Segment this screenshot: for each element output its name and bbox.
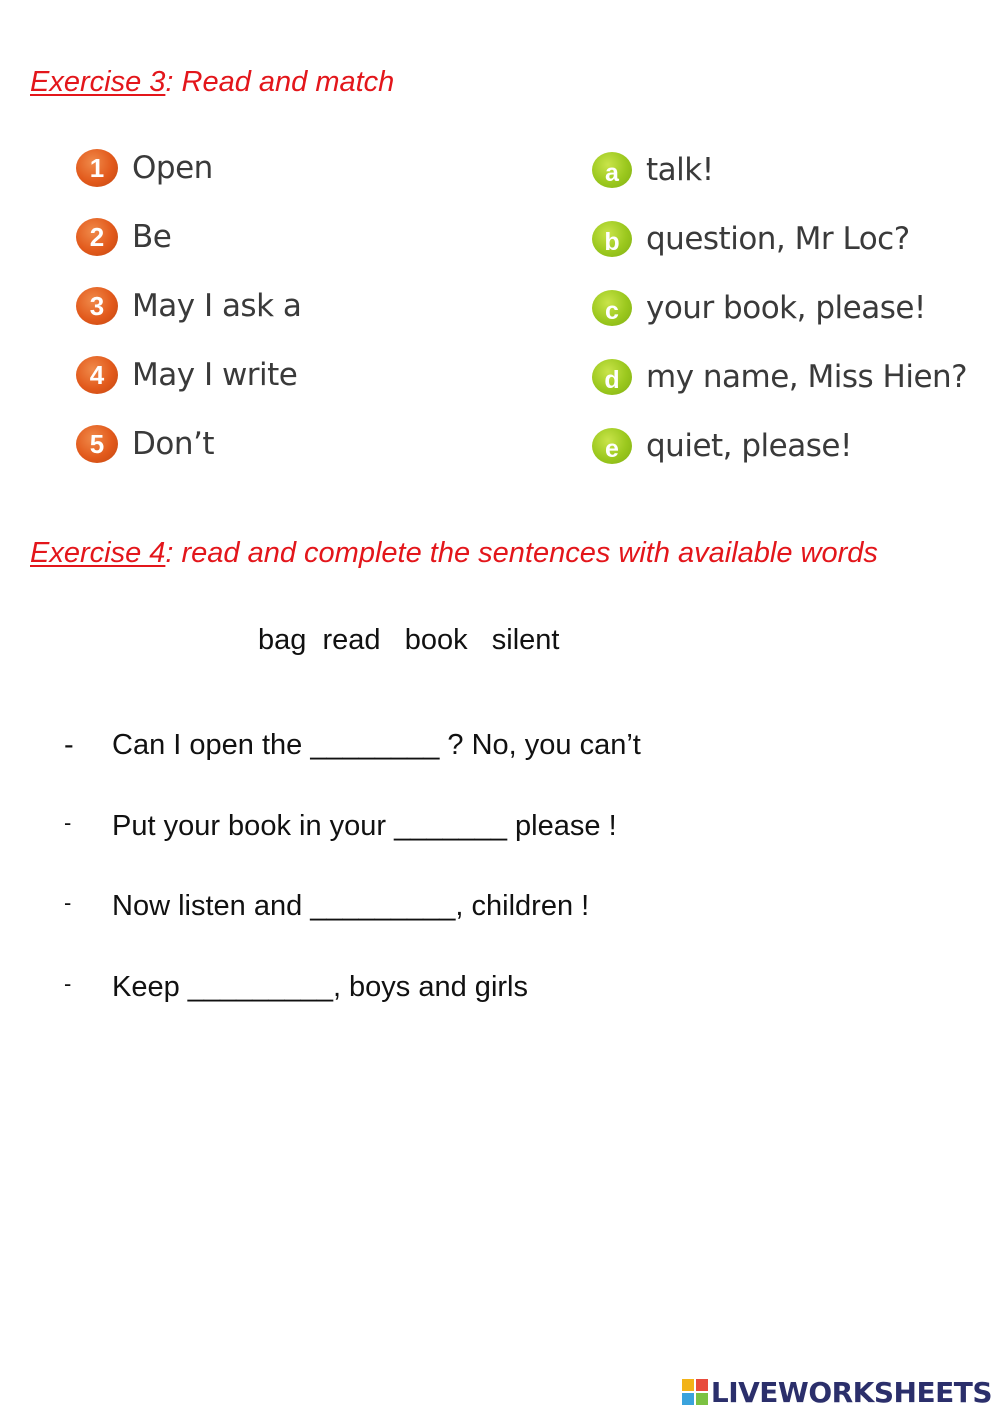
sentence-text: Can I open the ________ ? No, you can’t	[112, 729, 641, 761]
sentence-4	[64, 971, 528, 1070]
bullet-dash: -	[64, 890, 72, 915]
letter-badge-c: c	[592, 290, 632, 326]
match-right-item-b	[592, 219, 910, 259]
match-left-item-2	[76, 217, 171, 257]
letter-badge-b: b	[592, 221, 632, 257]
match-left-text: May I write	[132, 357, 298, 393]
logo-square	[696, 1379, 708, 1391]
match-left-item-4	[76, 355, 297, 395]
match-left-item-1	[76, 148, 213, 188]
number-badge-3: 3	[76, 287, 118, 325]
match-left-text: May I ask a	[132, 288, 302, 324]
letter-badge-a: a	[592, 152, 632, 188]
match-right-text: question, Mr Loc?	[646, 221, 910, 257]
logo-wordmark: LIVEWORKSHEETS	[710, 1375, 992, 1409]
logo-square	[682, 1393, 694, 1405]
number-badge-4: 4	[76, 356, 118, 394]
logo-icon	[682, 1379, 708, 1405]
logo-square	[696, 1393, 708, 1405]
match-left-item-3	[76, 286, 301, 326]
match-right-text: my name, Miss Hien?	[646, 359, 968, 395]
exercise-3-heading	[30, 66, 394, 99]
match-right-item-e	[592, 426, 852, 466]
match-left-text: Be	[132, 219, 172, 255]
liveworksheets-logo	[682, 1374, 992, 1410]
match-left-text: Don’t	[132, 426, 214, 462]
number-badge-5: 5	[76, 425, 118, 463]
letter-badge-e: e	[592, 428, 632, 464]
number-badge-2: 2	[76, 218, 118, 256]
exercise-4-heading	[30, 537, 878, 570]
match-right-item-a	[592, 150, 714, 190]
number-badge-1: 1	[76, 149, 118, 187]
sentence-text: Keep _________, boys and girls	[112, 971, 528, 1003]
exercise-4-instruction: : read and complete the sentences with available words	[165, 537, 878, 569]
word-bank: bag read book silent	[258, 624, 560, 656]
bullet-dash: -	[64, 810, 72, 835]
match-right-item-d	[592, 357, 967, 397]
match-left-item-5	[76, 424, 214, 464]
bullet-dash: -	[64, 729, 74, 761]
sentence-text: Now listen and _________, children !	[112, 890, 590, 922]
letter-badge-d: d	[592, 359, 632, 395]
bullet-dash: -	[64, 971, 72, 996]
match-right-text: quiet, please!	[646, 428, 852, 464]
exercise-4-label: Exercise 4	[30, 537, 166, 569]
exercise-3-instruction: : Read and match	[165, 66, 395, 98]
match-left-text: Open	[132, 150, 213, 186]
sentence-text: Put your book in your _______ please !	[112, 810, 617, 842]
logo-square	[682, 1379, 694, 1391]
exercise-3-label: Exercise 3	[30, 66, 166, 98]
match-right-item-c	[592, 288, 926, 328]
match-right-text: your book, please!	[646, 290, 926, 326]
match-right-text: talk!	[646, 152, 714, 188]
